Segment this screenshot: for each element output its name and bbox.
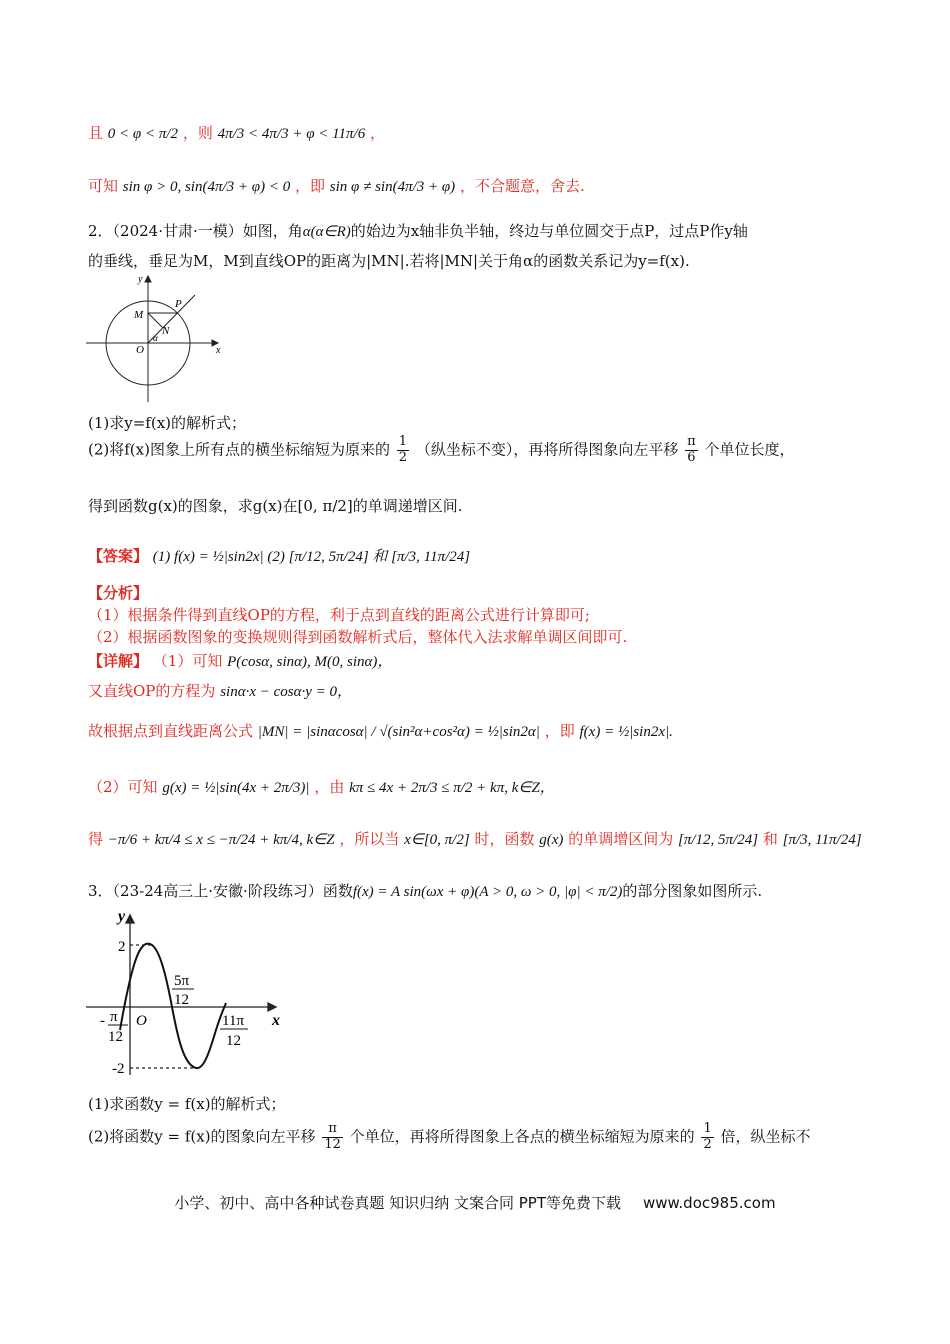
label-o: O [136,344,144,356]
label-alpha: α [153,333,158,343]
graph-label-right-den: 12 [226,1033,241,1049]
detail-line-4: （2）可知 g(x) = ½|sin(4x + 2π/3)| ，由 kπ ≤ 4x + 2π/3 ≤ π/2 + kπ, k∈Z， [88,778,555,796]
solution-continuation-line-2: 可知 sin φ > 0, sin(4π/3 + φ) < 0 ，即 sin φ ≠ sin(4π/3 + φ) ，不合题意，舍去. [88,177,585,195]
footer-url[interactable]: www.doc985.com [642,1194,776,1212]
detail-line-1: 【详解】 （1）可知 P(cosα, sinα), M(0, sinα)， [88,652,393,670]
y-axis-arrow [145,276,151,282]
unit-circle-figure [86,270,231,405]
fraction-half: $\frac{1}{2}$ [398,434,408,465]
graph-label-y-min: -2 [112,1061,125,1077]
page-footer [0,1192,950,1213]
analysis-label: 【分析】 [88,584,149,602]
graph-label-right-num: 11π [222,1013,245,1029]
question-2-part-2-line-2: 得到函数g(x)的图象，求g(x)在[0, π/2]的单调递增区间. [88,497,463,515]
solution-continuation-line-1: 且 0 < φ < π/2 ，则 4π/3 < 4π/3 + φ < 11π/6 ， [88,124,386,142]
sine-curve [120,944,226,1069]
fraction-pi-over-12: $\frac{\pi}{12}$ [324,1121,341,1152]
label-x: x [216,345,221,356]
graph-y-axis-arrow [126,915,134,923]
question-2-part-1: (1)求y=f(x)的解析式； [88,414,247,432]
graph-label-left-den: 12 [108,1029,123,1045]
graph-label-y-max: 2 [118,939,126,955]
fraction-pi-over-6: $\frac{\pi}{6}$ [687,434,696,465]
answer-line: 【答案】 (1) f(x) = ½|sin2x| (2) [π/12, 5π/24] 和 [π/3, 11π/24] [88,547,471,565]
label-n: N [162,325,170,337]
graph-label-mid-num: 5π [174,973,190,989]
graph-x-axis-arrow [268,1003,276,1011]
analysis-line-1: （1）根据条件得到直线OP的方程，利于点到直线的距离公式进行计算即可; [88,606,590,624]
question-2-part-2-line-1: (2)将f(x)图象上所有点的横坐标缩短为原来的 $\frac{1}{2}$ （纵坐标不变），再将所得图象向左平移 $\frac{\pi}{6}$ 个单位长度， [88,434,795,465]
detail-line-5: 得 −π/6 + kπ/4 ≤ x ≤ −π/24 + kπ/4, k∈Z ，所以当 x∈[0, π/2] 时，函数 g(x) 的单调增区间为 [π/12, 5π/24] 和 [π/3, 11π/24] [88,830,862,848]
analysis-line-2: （2）根据函数图象的变换规则得到函数解析式后，整体代入法求解单调区间即可. [88,628,628,646]
graph-label-y: y [118,908,126,925]
graph-label-mid-den: 12 [174,992,189,1008]
question-3-part-2: (2)将函数y = f(x)的图象向左平移 $\frac{\pi}{12}$ 个单位，再将所得图象上各点的横坐标缩短为原来的 $\frac{1}{2}$ 倍，纵坐标不 [88,1121,811,1152]
sine-graph-figure [86,905,286,1080]
label-y: y [138,274,143,285]
graph-label-left-num: π [110,1009,118,1025]
question-3-stem: 3．（23-24高三上·安徽·阶段练习）函数f(x) = A sin(ωx + φ)(A > 0, ω > 0, |φ| < π/2)的部分图象如图所示. [88,882,763,900]
graph-label-origin: O [136,1013,147,1029]
question-2-stem-line-1: 2．（2024·甘肃·一模）如图，角α(α∈R)的始边为x轴非负半轴，终边与单位圆交于点P，过点P作y轴 [88,222,748,240]
fraction-one-half: $\frac{1}{2}$ [703,1121,712,1152]
label-m: M [134,309,144,321]
question-2-stem-line-2: 的垂线，垂足为M，M到直线OP的距离为|MN|.若将|MN|关于角α的函数关系记为y=f(x). [88,252,690,270]
detail-line-2: 又直线OP的方程为 sinα·x − cosα·y = 0， [88,682,352,700]
detail-line-3: 故根据点到直线距离公式 |MN| = |sinαcosα| / √(sin²α+cos²α) = ½|sin2α| ，即 f(x) = ½|sin2x|. [88,722,673,740]
graph-label-minus: - [100,1013,105,1029]
graph-label-x: x [272,1012,280,1029]
question-3-part-1: (1)求函数y = f(x)的解析式； [88,1095,286,1113]
label-p: P [175,298,182,310]
footer-text: 小学、初中、高中各种试卷真题 知识归纳 文案合同 PPT等免费下载 [174,1194,621,1212]
perpendicular-mn [148,313,163,328]
